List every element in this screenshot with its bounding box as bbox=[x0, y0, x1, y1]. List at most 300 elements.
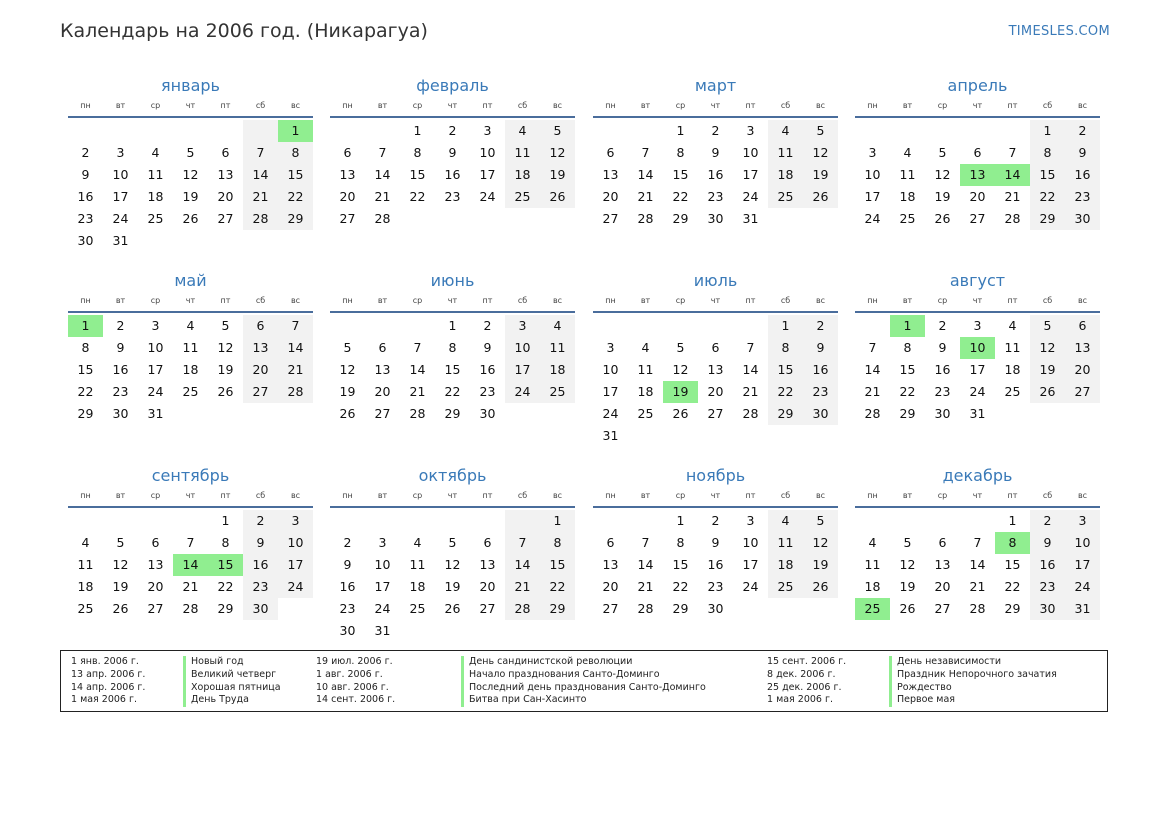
day-cell: 13 bbox=[217, 167, 234, 182]
weekday-label: ср bbox=[412, 101, 423, 110]
day-cell: 16 bbox=[112, 362, 129, 377]
day-cell: 6 bbox=[343, 145, 352, 160]
month-name: май bbox=[174, 271, 207, 290]
day-cell: 5 bbox=[803, 510, 838, 532]
weekday-label: чт bbox=[185, 491, 196, 500]
day-cell: 16 bbox=[243, 554, 278, 576]
holiday-name: Хорошая пятница bbox=[183, 682, 281, 695]
day-cell: 3 bbox=[378, 535, 387, 550]
day-cell: 21 bbox=[278, 359, 313, 381]
day-cell: 14 bbox=[278, 337, 313, 359]
day-cell: 10 bbox=[742, 535, 759, 550]
day-cell: 16 bbox=[707, 557, 724, 572]
month-block bbox=[855, 75, 1100, 230]
day-empty bbox=[400, 315, 435, 337]
day-cell: 2 bbox=[243, 510, 278, 532]
day-cell: 4 bbox=[186, 318, 195, 333]
weekday-label: пн bbox=[605, 296, 616, 305]
day-cell: 11 bbox=[1004, 340, 1021, 355]
weekday-label: вт bbox=[902, 491, 913, 500]
weekday-label: ср bbox=[937, 296, 948, 305]
day-cell: 17 bbox=[278, 554, 313, 576]
day-cell: 3 bbox=[483, 123, 492, 138]
day-empty bbox=[628, 315, 663, 337]
day-cell: 11 bbox=[864, 557, 881, 572]
day-cell: 11 bbox=[540, 337, 575, 359]
day-cell: 30 bbox=[339, 623, 356, 638]
day-grid bbox=[330, 315, 575, 425]
day-cell: 2 bbox=[343, 535, 352, 550]
month-block bbox=[593, 270, 838, 447]
day-cell: 9 bbox=[938, 340, 947, 355]
holiday-names-col-1 bbox=[183, 656, 281, 707]
weekday-header bbox=[68, 100, 313, 118]
day-cell: 4 bbox=[641, 340, 650, 355]
day-cell: 3 bbox=[1065, 510, 1100, 532]
weekday-label: вт bbox=[640, 296, 651, 305]
day-empty bbox=[960, 120, 995, 142]
day-cell: 18 bbox=[182, 362, 199, 377]
holiday-date: 15 сент. 2006 г. bbox=[767, 656, 847, 667]
weekday-label: вс bbox=[815, 491, 826, 500]
day-cell: 16 bbox=[479, 362, 496, 377]
month-block bbox=[68, 75, 313, 252]
weekday-label: вс bbox=[290, 296, 301, 305]
day-cell: 30 bbox=[243, 598, 278, 620]
day-cell: 9 bbox=[803, 337, 838, 359]
day-cell: 8 bbox=[676, 145, 685, 160]
day-cell: 29 bbox=[768, 403, 803, 425]
day-cell: 3 bbox=[746, 513, 755, 528]
day-cell: 29 bbox=[77, 406, 94, 421]
day-cell: 24 bbox=[864, 211, 881, 226]
weekday-header bbox=[855, 100, 1100, 118]
day-cell: 9 bbox=[116, 340, 125, 355]
day-empty bbox=[173, 120, 208, 142]
day-cell: 26 bbox=[540, 186, 575, 208]
day-cell: 10 bbox=[479, 145, 496, 160]
day-cell: 29 bbox=[1004, 601, 1021, 616]
holiday-legend bbox=[60, 650, 1108, 712]
day-cell: 26 bbox=[182, 211, 199, 226]
day-cell: 3 bbox=[278, 510, 313, 532]
holiday-date: 14 апр. 2006 г. bbox=[71, 681, 146, 693]
day-cell: 18 bbox=[899, 189, 916, 204]
day-cell: 20 bbox=[217, 189, 234, 204]
day-cell: 7 bbox=[641, 145, 650, 160]
day-cell: 14 bbox=[995, 164, 1030, 186]
day-cell: 26 bbox=[217, 384, 234, 399]
day-cell: 11 bbox=[505, 142, 540, 164]
day-empty bbox=[925, 510, 960, 532]
day-cell: 5 bbox=[676, 340, 685, 355]
weekday-label: чт bbox=[710, 296, 721, 305]
day-grid bbox=[855, 120, 1100, 230]
day-cell: 23 bbox=[707, 579, 724, 594]
day-cell: 7 bbox=[378, 145, 387, 160]
day-grid bbox=[593, 510, 838, 620]
weekday-label: пт bbox=[745, 296, 756, 305]
day-cell: 17 bbox=[969, 362, 986, 377]
day-empty bbox=[208, 120, 243, 142]
day-cell: 21 bbox=[864, 384, 881, 399]
day-cell: 14 bbox=[742, 362, 759, 377]
day-cell: 28 bbox=[637, 211, 654, 226]
day-cell: 14 bbox=[637, 557, 654, 572]
weekday-label: сб bbox=[517, 491, 528, 500]
weekday-header bbox=[855, 490, 1100, 508]
day-cell: 12 bbox=[182, 167, 199, 182]
day-cell: 11 bbox=[182, 340, 199, 355]
day-cell: 3 bbox=[116, 145, 125, 160]
day-grid bbox=[593, 120, 838, 230]
day-cell: 4 bbox=[505, 120, 540, 142]
day-cell: 20 bbox=[602, 189, 619, 204]
day-cell: 23 bbox=[1065, 186, 1100, 208]
holiday-name: День Труда bbox=[183, 694, 281, 707]
day-cell: 16 bbox=[444, 167, 461, 182]
day-empty bbox=[593, 510, 628, 532]
day-cell: 21 bbox=[182, 579, 199, 594]
day-cell: 1 bbox=[1008, 513, 1017, 528]
day-empty bbox=[593, 315, 628, 337]
day-cell: 27 bbox=[969, 211, 986, 226]
day-cell: 3 bbox=[868, 145, 877, 160]
day-cell: 1 bbox=[278, 120, 313, 142]
day-cell: 30 bbox=[707, 601, 724, 616]
day-cell: 30 bbox=[112, 406, 129, 421]
day-cell: 8 bbox=[81, 340, 90, 355]
day-cell: 6 bbox=[938, 535, 947, 550]
weekday-label: вт bbox=[115, 491, 126, 500]
day-empty bbox=[330, 120, 365, 142]
day-cell: 21 bbox=[243, 186, 278, 208]
day-cell: 25 bbox=[182, 384, 199, 399]
holiday-name: День независимости bbox=[889, 656, 1057, 669]
day-cell: 20 bbox=[602, 579, 619, 594]
day-cell: 5 bbox=[186, 145, 195, 160]
month-name: ноябрь bbox=[685, 466, 746, 485]
day-cell: 11 bbox=[768, 532, 803, 554]
day-cell: 10 bbox=[147, 340, 164, 355]
brand-link[interactable]: TIMESLES.COM bbox=[1008, 24, 1110, 39]
weekday-label: пн bbox=[342, 491, 353, 500]
day-cell: 21 bbox=[374, 189, 391, 204]
day-cell: 22 bbox=[899, 384, 916, 399]
day-cell: 12 bbox=[540, 142, 575, 164]
day-cell: 18 bbox=[864, 579, 881, 594]
day-empty bbox=[330, 510, 365, 532]
day-cell: 25 bbox=[540, 381, 575, 403]
day-cell: 13 bbox=[479, 557, 496, 572]
day-empty bbox=[960, 510, 995, 532]
weekday-label: вс bbox=[1077, 491, 1088, 500]
day-cell: 16 bbox=[1065, 164, 1100, 186]
day-empty bbox=[698, 315, 733, 337]
day-cell: 27 bbox=[339, 211, 356, 226]
day-cell: 29 bbox=[444, 406, 461, 421]
weekday-label: чт bbox=[710, 491, 721, 500]
day-cell: 8 bbox=[995, 532, 1030, 554]
day-cell: 5 bbox=[343, 340, 352, 355]
day-cell: 23 bbox=[707, 189, 724, 204]
day-cell: 26 bbox=[444, 601, 461, 616]
day-cell: 18 bbox=[1004, 362, 1021, 377]
day-cell: 11 bbox=[77, 557, 94, 572]
day-cell: 13 bbox=[243, 337, 278, 359]
day-cell: 30 bbox=[803, 403, 838, 425]
day-cell: 5 bbox=[540, 120, 575, 142]
day-cell: 14 bbox=[173, 554, 208, 576]
day-cell: 2 bbox=[803, 315, 838, 337]
day-cell: 19 bbox=[540, 164, 575, 186]
day-cell: 20 bbox=[374, 384, 391, 399]
day-cell: 4 bbox=[768, 510, 803, 532]
day-cell: 18 bbox=[77, 579, 94, 594]
day-cell: 26 bbox=[934, 211, 951, 226]
day-cell: 9 bbox=[1030, 532, 1065, 554]
day-cell: 28 bbox=[637, 601, 654, 616]
day-cell: 24 bbox=[278, 576, 313, 598]
day-cell: 6 bbox=[483, 535, 492, 550]
day-cell: 31 bbox=[1065, 598, 1100, 620]
day-cell: 19 bbox=[217, 362, 234, 377]
day-cell: 17 bbox=[147, 362, 164, 377]
day-cell: 10 bbox=[1065, 532, 1100, 554]
day-cell: 13 bbox=[602, 557, 619, 572]
weekday-label: чт bbox=[972, 491, 983, 500]
day-empty bbox=[103, 510, 138, 532]
day-cell: 27 bbox=[1065, 381, 1100, 403]
day-cell: 27 bbox=[217, 211, 234, 226]
day-cell: 6 bbox=[606, 535, 615, 550]
weekday-label: вт bbox=[115, 296, 126, 305]
day-cell: 4 bbox=[903, 145, 912, 160]
weekday-header bbox=[330, 295, 575, 313]
weekday-label: сб bbox=[780, 491, 791, 500]
day-cell: 5 bbox=[803, 120, 838, 142]
weekday-label: ср bbox=[937, 101, 948, 110]
day-cell: 29 bbox=[1030, 208, 1065, 230]
weekday-label: вт bbox=[377, 491, 388, 500]
day-cell: 6 bbox=[378, 340, 387, 355]
day-cell: 29 bbox=[540, 598, 575, 620]
day-cell: 3 bbox=[606, 340, 615, 355]
day-cell: 5 bbox=[221, 318, 230, 333]
day-empty bbox=[68, 510, 103, 532]
day-cell: 17 bbox=[602, 384, 619, 399]
day-grid bbox=[330, 510, 575, 642]
day-cell: 24 bbox=[969, 384, 986, 399]
day-cell: 23 bbox=[1030, 576, 1065, 598]
day-cell: 22 bbox=[409, 189, 426, 204]
day-cell: 19 bbox=[803, 164, 838, 186]
day-cell: 19 bbox=[934, 189, 951, 204]
day-cell: 9 bbox=[448, 145, 457, 160]
day-cell: 25 bbox=[768, 186, 803, 208]
day-cell: 6 bbox=[221, 145, 230, 160]
day-cell: 14 bbox=[409, 362, 426, 377]
day-cell: 8 bbox=[768, 337, 803, 359]
weekday-label: вс bbox=[290, 101, 301, 110]
month-name: февраль bbox=[416, 76, 489, 95]
day-cell: 29 bbox=[672, 211, 689, 226]
day-cell: 26 bbox=[672, 406, 689, 421]
day-cell: 9 bbox=[1065, 142, 1100, 164]
day-cell: 26 bbox=[1030, 381, 1065, 403]
day-cell: 2 bbox=[448, 123, 457, 138]
day-empty bbox=[435, 510, 470, 532]
weekday-label: сб bbox=[1042, 491, 1053, 500]
day-cell: 10 bbox=[864, 167, 881, 182]
day-cell: 27 bbox=[479, 601, 496, 616]
day-empty bbox=[103, 120, 138, 142]
day-cell: 26 bbox=[899, 601, 916, 616]
day-empty bbox=[243, 120, 278, 142]
day-cell: 18 bbox=[147, 189, 164, 204]
day-cell: 21 bbox=[1004, 189, 1021, 204]
day-cell: 19 bbox=[112, 579, 129, 594]
weekday-label: пн bbox=[605, 491, 616, 500]
day-cell: 6 bbox=[243, 315, 278, 337]
weekday-label: чт bbox=[447, 491, 458, 500]
weekday-label: пн bbox=[80, 101, 91, 110]
day-cell: 11 bbox=[409, 557, 426, 572]
weekday-label: пт bbox=[1007, 296, 1018, 305]
day-cell: 16 bbox=[803, 359, 838, 381]
weekday-label: ср bbox=[675, 296, 686, 305]
day-cell: 21 bbox=[505, 576, 540, 598]
weekday-label: сб bbox=[255, 491, 266, 500]
weekday-label: чт bbox=[447, 296, 458, 305]
day-cell: 15 bbox=[444, 362, 461, 377]
day-cell: 26 bbox=[803, 186, 838, 208]
day-empty bbox=[470, 510, 505, 532]
day-cell: 31 bbox=[969, 406, 986, 421]
month-block bbox=[68, 465, 313, 620]
day-cell: 23 bbox=[77, 211, 94, 226]
day-cell: 12 bbox=[112, 557, 129, 572]
day-cell: 13 bbox=[707, 362, 724, 377]
day-cell: 15 bbox=[208, 554, 243, 576]
day-cell: 12 bbox=[339, 362, 356, 377]
day-cell: 31 bbox=[742, 211, 759, 226]
day-cell: 28 bbox=[1004, 211, 1021, 226]
day-cell: 31 bbox=[147, 406, 164, 421]
day-cell: 5 bbox=[448, 535, 457, 550]
day-cell: 10 bbox=[742, 145, 759, 160]
day-cell: 21 bbox=[969, 579, 986, 594]
day-cell: 18 bbox=[540, 359, 575, 381]
month-block bbox=[593, 465, 838, 620]
holiday-name: Начало празднования Санто-Доминго bbox=[461, 669, 706, 682]
day-cell: 14 bbox=[374, 167, 391, 182]
weekday-label: чт bbox=[972, 101, 983, 110]
day-cell: 26 bbox=[339, 406, 356, 421]
holiday-date: 1 мая 2006 г. bbox=[71, 694, 137, 706]
day-cell: 9 bbox=[711, 145, 720, 160]
day-cell: 17 bbox=[479, 167, 496, 182]
day-cell: 26 bbox=[112, 601, 129, 616]
day-empty bbox=[138, 120, 173, 142]
holiday-name: Битва при Сан-Хасинто bbox=[461, 694, 706, 707]
day-empty bbox=[365, 510, 400, 532]
day-cell: 12 bbox=[1030, 337, 1065, 359]
day-cell: 7 bbox=[746, 340, 755, 355]
day-cell: 9 bbox=[711, 535, 720, 550]
holiday-date: 1 янв. 2006 г. bbox=[71, 656, 139, 667]
day-cell: 4 bbox=[768, 120, 803, 142]
day-cell: 1 bbox=[221, 513, 230, 528]
day-empty bbox=[365, 120, 400, 142]
day-cell: 24 bbox=[479, 189, 496, 204]
day-cell: 22 bbox=[672, 189, 689, 204]
weekday-label: пт bbox=[482, 101, 493, 110]
day-cell: 22 bbox=[444, 384, 461, 399]
day-cell: 6 bbox=[973, 145, 982, 160]
day-empty bbox=[995, 120, 1030, 142]
weekday-label: ср bbox=[675, 491, 686, 500]
day-cell: 22 bbox=[540, 576, 575, 598]
day-cell: 26 bbox=[803, 576, 838, 598]
day-cell: 11 bbox=[637, 362, 654, 377]
day-cell: 27 bbox=[707, 406, 724, 421]
day-cell: 23 bbox=[934, 384, 951, 399]
weekday-label: вс bbox=[1077, 101, 1088, 110]
day-cell: 25 bbox=[147, 211, 164, 226]
weekday-label: сб bbox=[255, 101, 266, 110]
weekday-label: пт bbox=[1007, 491, 1018, 500]
month-name: август bbox=[949, 271, 1006, 290]
day-cell: 13 bbox=[374, 362, 391, 377]
day-cell: 9 bbox=[343, 557, 352, 572]
day-cell: 13 bbox=[1065, 337, 1100, 359]
day-cell: 17 bbox=[864, 189, 881, 204]
day-cell: 16 bbox=[77, 189, 94, 204]
weekday-label: ср bbox=[150, 101, 161, 110]
day-cell: 24 bbox=[112, 211, 129, 226]
day-cell: 17 bbox=[505, 359, 540, 381]
day-empty bbox=[890, 510, 925, 532]
weekday-label: пт bbox=[482, 491, 493, 500]
day-cell: 3 bbox=[746, 123, 755, 138]
holiday-date: 19 июл. 2006 г. bbox=[316, 656, 393, 667]
day-cell: 18 bbox=[768, 554, 803, 576]
weekday-label: пн bbox=[867, 101, 878, 110]
weekday-label: вт bbox=[377, 101, 388, 110]
weekday-label: пн bbox=[80, 296, 91, 305]
day-cell: 28 bbox=[278, 381, 313, 403]
holiday-name: Великий четверг bbox=[183, 669, 281, 682]
weekday-label: вс bbox=[552, 296, 563, 305]
day-cell: 7 bbox=[641, 535, 650, 550]
day-cell: 12 bbox=[444, 557, 461, 572]
day-cell: 28 bbox=[505, 598, 540, 620]
weekday-label: ср bbox=[150, 296, 161, 305]
day-cell: 24 bbox=[374, 601, 391, 616]
day-cell: 19 bbox=[339, 384, 356, 399]
day-empty bbox=[505, 510, 540, 532]
day-cell: 28 bbox=[409, 406, 426, 421]
weekday-label: ср bbox=[412, 296, 423, 305]
day-grid bbox=[68, 510, 313, 620]
day-cell: 21 bbox=[637, 189, 654, 204]
day-cell: 8 bbox=[278, 142, 313, 164]
day-cell: 30 bbox=[1065, 208, 1100, 230]
day-cell: 10 bbox=[278, 532, 313, 554]
day-cell: 2 bbox=[711, 513, 720, 528]
day-cell: 12 bbox=[934, 167, 951, 182]
